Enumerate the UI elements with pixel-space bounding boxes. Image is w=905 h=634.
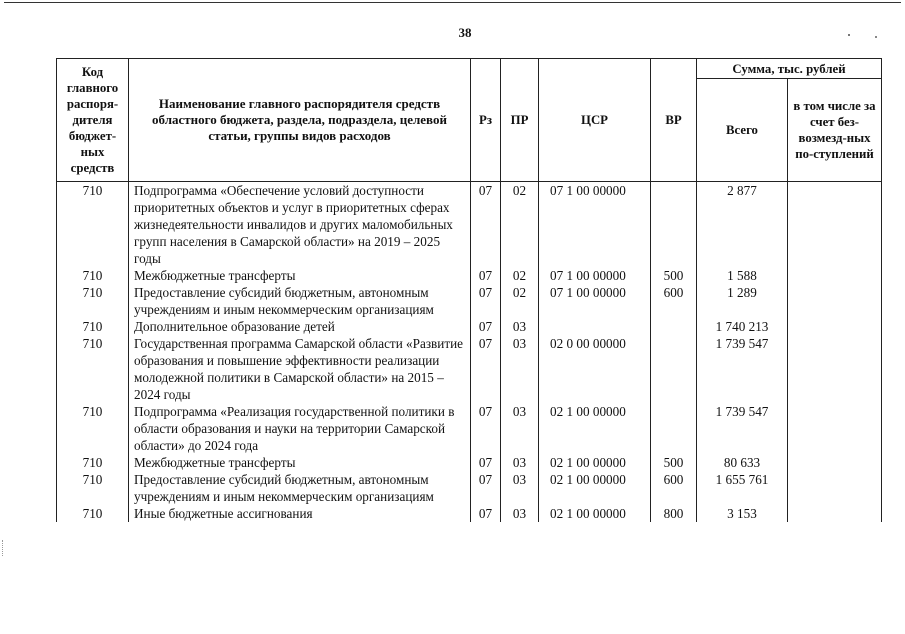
cell-total: 1 655 761	[697, 471, 788, 505]
cell-name: Подпрограмма «Реализация государственной политики в области образования и науки на территории Самарской области» до 2024 года	[129, 403, 471, 454]
cell-gratuitous	[788, 182, 882, 268]
cell-gratuitous	[788, 335, 882, 403]
cell-rz: 07	[471, 403, 501, 454]
cell-rz: 07	[471, 335, 501, 403]
header-name: Наименование главного распорядителя средств областного бюджета, раздела, подраздела, целевой статьи, группы видов расходов	[129, 59, 471, 182]
cell-gratuitous	[788, 267, 882, 284]
cell-gratuitous	[788, 471, 882, 505]
header-total: Всего	[697, 79, 788, 182]
cell-pr: 02	[501, 284, 539, 318]
table-row	[57, 403, 882, 454]
cell-csr: 02 1 00 00000	[539, 403, 651, 454]
cell-rz: 07	[471, 182, 501, 268]
header-gratuitous: в том числе за счет без-возмезд-ных по-ступлений	[788, 79, 882, 182]
cell-pr: 03	[501, 471, 539, 505]
cell-code: 710	[57, 505, 129, 522]
cell-rz: 07	[471, 284, 501, 318]
scan-speck	[875, 36, 877, 38]
table-row	[57, 505, 882, 522]
page-number: 38	[458, 25, 472, 40]
cell-vr	[651, 403, 697, 454]
table-row	[57, 318, 882, 335]
cell-csr: 07 1 00 00000	[539, 182, 651, 268]
table-row	[57, 267, 882, 284]
table-row	[57, 454, 882, 471]
cell-vr	[651, 182, 697, 268]
cell-pr: 03	[501, 454, 539, 471]
cell-gratuitous	[788, 318, 882, 335]
cell-code: 710	[57, 335, 129, 403]
scan-margin-mark	[2, 540, 6, 556]
table-row	[57, 471, 882, 505]
cell-code: 710	[57, 284, 129, 318]
cell-name: Предоставление субсидий бюджетным, автономным учреждениям и иным некоммерческим организациям	[129, 471, 471, 505]
cell-vr: 600	[651, 471, 697, 505]
cell-vr	[651, 335, 697, 403]
header-pr: ПР	[501, 59, 539, 182]
cell-vr: 600	[651, 284, 697, 318]
cell-total: 1 588	[697, 267, 788, 284]
cell-code: 710	[57, 318, 129, 335]
table-row	[57, 182, 882, 268]
cell-gratuitous	[788, 284, 882, 318]
cell-csr: 02 1 00 00000	[539, 454, 651, 471]
table-header-row	[57, 59, 882, 79]
cell-vr: 800	[651, 505, 697, 522]
cell-total: 2 877	[697, 182, 788, 268]
table-row	[57, 284, 882, 318]
cell-csr: 07 1 00 00000	[539, 284, 651, 318]
header-rz: Рз	[471, 59, 501, 182]
cell-code: 710	[57, 267, 129, 284]
cell-total: 1 739 547	[697, 403, 788, 454]
cell-rz: 07	[471, 318, 501, 335]
header-sum-title: Сумма, тыс. рублей	[697, 59, 882, 79]
cell-csr: 07 1 00 00000	[539, 267, 651, 284]
cell-csr: 02 1 00 00000	[539, 505, 651, 522]
cell-rz: 07	[471, 471, 501, 505]
cell-name: Межбюджетные трансферты	[129, 267, 471, 284]
cell-total: 1 289	[697, 284, 788, 318]
cell-rz: 07	[471, 505, 501, 522]
cell-pr: 02	[501, 267, 539, 284]
cell-name: Предоставление субсидий бюджетным, автономным учреждениям и иным некоммерческим организациям	[129, 284, 471, 318]
cell-total: 80 633	[697, 454, 788, 471]
header-vr: ВР	[651, 59, 697, 182]
cell-vr	[651, 318, 697, 335]
cell-code: 710	[57, 454, 129, 471]
cell-total: 3 153	[697, 505, 788, 522]
cell-code: 710	[57, 182, 129, 268]
cell-gratuitous	[788, 454, 882, 471]
cell-csr	[539, 318, 651, 335]
cell-rz: 07	[471, 454, 501, 471]
cell-name: Межбюджетные трансферты	[129, 454, 471, 471]
cell-pr: 03	[501, 318, 539, 335]
cell-name: Иные бюджетные ассигнования	[129, 505, 471, 522]
cell-csr: 02 0 00 00000	[539, 335, 651, 403]
header-code: Код главного распоря-дителя бюджет-ных средств	[57, 59, 129, 182]
cell-name: Государственная программа Самарской области «Развитие образования и повышение эффективности реализации молодежной политики в Самарской области» на 2015 – 2024 годы	[129, 335, 471, 403]
cell-name: Дополнительное образование детей	[129, 318, 471, 335]
table-body	[57, 182, 882, 523]
cell-csr: 02 1 00 00000	[539, 471, 651, 505]
table-row	[57, 335, 882, 403]
cell-total: 1 740 213	[697, 318, 788, 335]
top-border-line	[4, 2, 901, 3]
cell-pr: 03	[501, 403, 539, 454]
budget-table	[56, 58, 882, 522]
cell-rz: 07	[471, 267, 501, 284]
cell-pr: 03	[501, 505, 539, 522]
cell-total: 1 739 547	[697, 335, 788, 403]
cell-gratuitous	[788, 505, 882, 522]
cell-code: 710	[57, 471, 129, 505]
cell-vr: 500	[651, 454, 697, 471]
cell-pr: 03	[501, 335, 539, 403]
header-csr: ЦСР	[539, 59, 651, 182]
cell-vr: 500	[651, 267, 697, 284]
cell-gratuitous	[788, 403, 882, 454]
cell-code: 710	[57, 403, 129, 454]
scan-speck	[848, 34, 850, 36]
cell-pr: 02	[501, 182, 539, 268]
cell-name: Подпрограмма «Обеспечение условий доступности приоритетных объектов и услуг в приоритетных сферах жизнедеятельности инвалидов и других маломобильных групп населения в Самарской области» на 2019 – 2025 годы	[129, 182, 471, 268]
